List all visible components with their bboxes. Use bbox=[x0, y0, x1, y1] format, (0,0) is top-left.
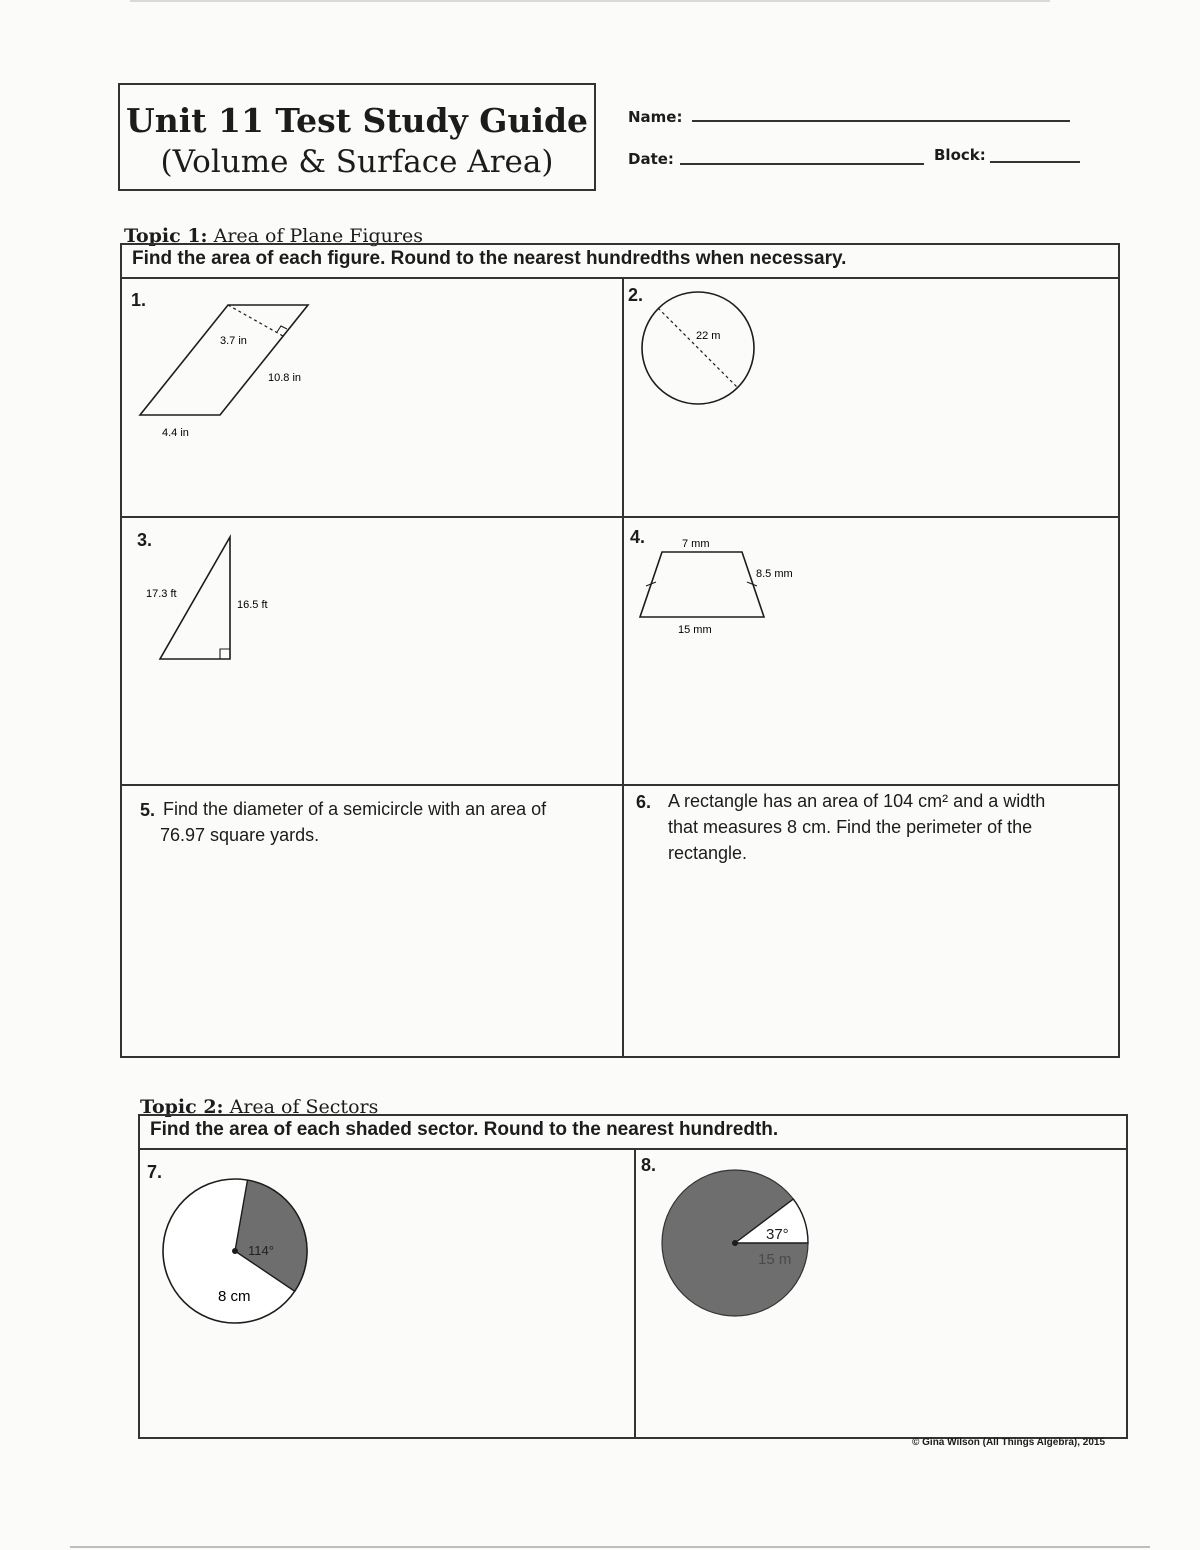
trapezoid-shape bbox=[640, 552, 764, 617]
problem-2-number: 2. bbox=[628, 285, 644, 305]
label-hypotenuse: 17.3 ft bbox=[146, 588, 177, 600]
diameter-dashed-line bbox=[658, 308, 738, 388]
center-point bbox=[732, 1240, 738, 1246]
label-slant-side: 10.8 in bbox=[268, 372, 302, 384]
problem-5-text-line2: 76.97 square yards. bbox=[160, 825, 320, 845]
topic2-instructions: Find the area of each shaded sector. Round to the nearest hundredth. bbox=[140, 1116, 1126, 1150]
page-title: Unit 11 Test Study Guide bbox=[125, 101, 589, 140]
parallelogram-shape bbox=[140, 305, 308, 415]
triangle-figure bbox=[140, 530, 290, 670]
problem-6-text-line1: A rectangle has an area of 104 cm² and a width bbox=[668, 791, 1046, 811]
block-label: Block: bbox=[934, 146, 986, 164]
label-angle: 37° bbox=[766, 1226, 789, 1243]
label-leg: 16.5 ft bbox=[237, 599, 268, 611]
problem-4-number: 4. bbox=[630, 527, 646, 547]
date-label: Date: bbox=[628, 150, 674, 168]
copyright-footer: © Gina Wilson (All Things Algebra), 2015 bbox=[912, 1437, 1106, 1448]
label-top-base: 7 mm bbox=[682, 538, 710, 550]
problem-6-text-line2: that measures 8 cm. Find the perimeter of the bbox=[668, 817, 1033, 837]
name-field[interactable] bbox=[692, 120, 1070, 122]
problem-5-text-line1: Find the diameter of a semicircle with an area of bbox=[163, 799, 547, 819]
sector-figure-8 bbox=[660, 1168, 812, 1320]
topic1-label: Topic 1: bbox=[124, 225, 208, 247]
height-dashed-line bbox=[228, 305, 283, 336]
grid-divider-vertical bbox=[634, 1148, 636, 1439]
sector-figure-7 bbox=[160, 1176, 312, 1328]
problem-3-number: 3. bbox=[137, 530, 153, 550]
scan-edge-bottom bbox=[70, 1546, 1150, 1548]
label-bottom-base: 15 mm bbox=[678, 624, 712, 636]
trapezoid-figure bbox=[630, 530, 820, 642]
name-label: Name: bbox=[628, 108, 683, 126]
topic1-name: Area of Plane Figures bbox=[207, 225, 423, 247]
problem-8-number: 8. bbox=[641, 1155, 657, 1175]
block-field[interactable] bbox=[990, 161, 1080, 163]
grid-divider-row1 bbox=[122, 516, 1120, 518]
problem-1-number: 1. bbox=[131, 290, 147, 310]
title-box bbox=[118, 83, 596, 191]
topic1-instructions: Find the area of each figure. Round to the nearest hundredths when necessary. bbox=[122, 245, 1118, 279]
topic2-label: Topic 2: bbox=[140, 1096, 224, 1118]
problem-6-text-line3: rectangle. bbox=[668, 843, 748, 863]
label-height: 3.7 in bbox=[220, 335, 247, 347]
problem-7-number: 7. bbox=[147, 1162, 163, 1182]
topic2-name: Area of Sectors bbox=[223, 1096, 379, 1118]
label-angle: 114° bbox=[248, 1243, 274, 1258]
right-angle-mark bbox=[277, 326, 287, 332]
grid-divider-vertical bbox=[622, 277, 624, 1058]
problem-6-number: 6. bbox=[636, 792, 652, 812]
right-angle-mark bbox=[220, 649, 230, 659]
label-base: 4.4 in bbox=[162, 427, 189, 439]
label-leg: 8.5 mm bbox=[756, 568, 793, 580]
circle-figure bbox=[638, 290, 763, 410]
label-diameter: 22 m bbox=[696, 330, 721, 342]
center-point bbox=[232, 1248, 238, 1254]
label-radius: 8 cm bbox=[218, 1288, 251, 1305]
grid-divider-row2 bbox=[122, 784, 1120, 786]
label-radius: 15 m bbox=[758, 1251, 792, 1268]
date-field[interactable] bbox=[680, 163, 924, 165]
page-subtitle: (Volume & Surface Area) bbox=[160, 144, 554, 180]
parallelogram-figure bbox=[130, 298, 330, 448]
problem-5-number: 5. bbox=[140, 800, 156, 820]
scan-edge-top bbox=[130, 0, 1050, 2]
